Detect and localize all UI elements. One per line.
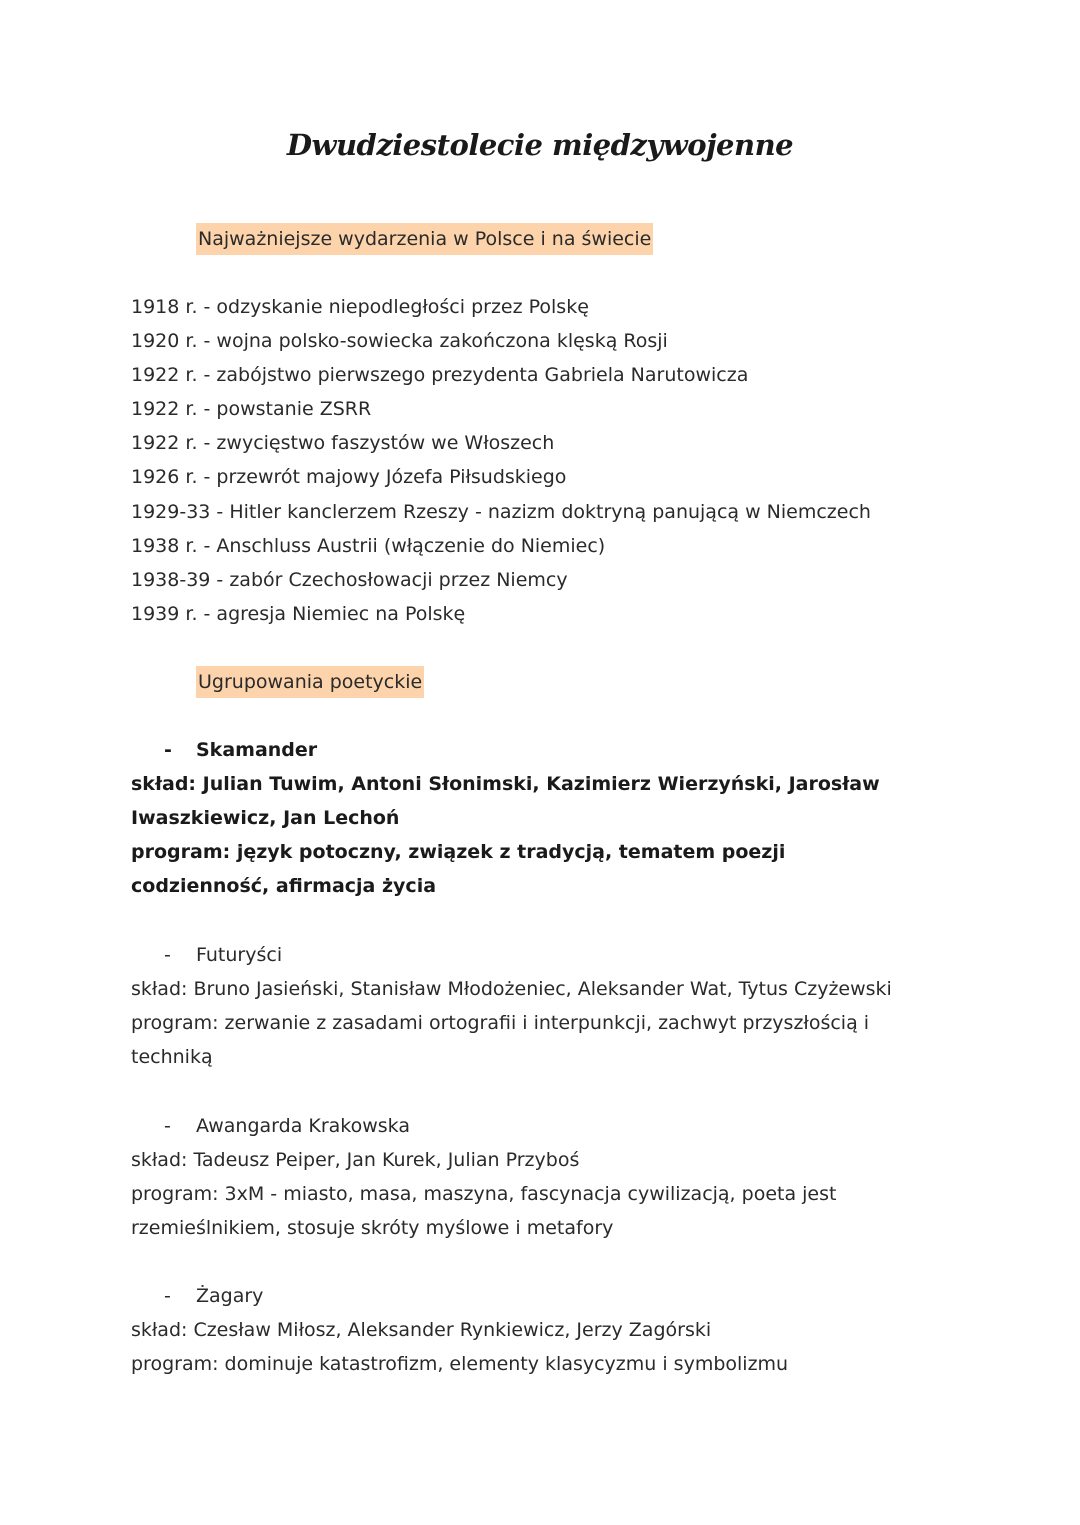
event-item: 1938-39 - zabór Czechosłowacji przez Niemcy — [131, 568, 568, 591]
group-futurysci — [131, 938, 931, 1074]
group-program: program: język potoczny, związek z tradycją, tematem poezji codzienność, afirmacja życia — [131, 841, 786, 898]
event-item: 1929-33 - Hitler kanclerzem Rzeszy - nazizm doktryną panującą w Niemczech — [131, 500, 871, 523]
groups-heading: Ugrupowania poetyckie — [196, 666, 424, 698]
group-awangarda-krakowska — [131, 1109, 861, 1245]
bullet-dash: - — [164, 944, 171, 966]
group-zagary — [131, 1279, 931, 1381]
event-item: 1939 r. - agresja Niemiec na Polskę — [131, 602, 466, 625]
group-members: skład: Tadeusz Peiper, Jan Kurek, Julian Przyboś — [131, 1149, 580, 1172]
event-item: 1918 r. - odzyskanie niepodległości przez Polskę — [131, 296, 589, 318]
group-name — [131, 733, 891, 767]
event-item: 1922 r. - zwycięstwo faszystów we Włoszech — [131, 432, 555, 455]
group-program: program: 3xM - miasto, masa, maszyna, fascynacja cywilizacją, poeta jest rzemieślnikiem, stosuje skróty myślowe i metafory — [131, 1183, 837, 1240]
page-title: Dwudziestolecie międzywojenne — [286, 128, 794, 162]
group-program: program: zerwanie z zasadami ortografii i interpunkcji, zachwyt przyszłością i techniką — [131, 1012, 870, 1069]
events-list — [131, 290, 871, 631]
group-name-label: Awangarda Krakowska — [196, 1115, 410, 1137]
group-skamander — [131, 733, 891, 903]
group-name-label: Skamander — [196, 739, 318, 761]
bullet-dash: - — [164, 1115, 171, 1137]
group-members: skład: Czesław Miłosz, Aleksander Rynkiewicz, Jerzy Zagórski — [131, 1319, 712, 1342]
event-item: 1922 r. - powstanie ZSRR — [131, 398, 372, 421]
event-item: 1926 r. - przewrót majowy Józefa Piłsudskiego — [131, 466, 567, 489]
group-name — [131, 938, 931, 972]
group-name — [131, 1279, 931, 1313]
event-item: 1920 r. - wojna polsko-sowiecka zakończona klęską Rosji — [131, 330, 668, 353]
bullet-dash: - — [164, 739, 172, 761]
bullet-dash: - — [164, 1285, 171, 1307]
group-program: program: dominuje katastrofizm, elementy klasycyzmu i symbolizmu — [131, 1353, 789, 1376]
group-name-label: Żagary — [196, 1285, 264, 1307]
events-heading: Najważniejsze wydarzenia w Polsce i na świecie — [196, 223, 653, 255]
group-name — [131, 1109, 861, 1143]
event-item: 1922 r. - zabójstwo pierwszego prezydenta Gabriela Narutowicza — [131, 364, 749, 387]
group-name-label: Futuryści — [196, 944, 283, 966]
group-members: skład: Bruno Jasieński, Stanisław Młodożeniec, Aleksander Wat, Tytus Czyżewski — [131, 978, 892, 1001]
group-members: skład: Julian Tuwim, Antoni Słonimski, Kazimierz Wierzyński, Jarosław Iwaszkiewicz, Jan Lechoń — [131, 773, 880, 830]
event-item: 1938 r. - Anschluss Austrii (włączenie do Niemiec) — [131, 534, 606, 557]
